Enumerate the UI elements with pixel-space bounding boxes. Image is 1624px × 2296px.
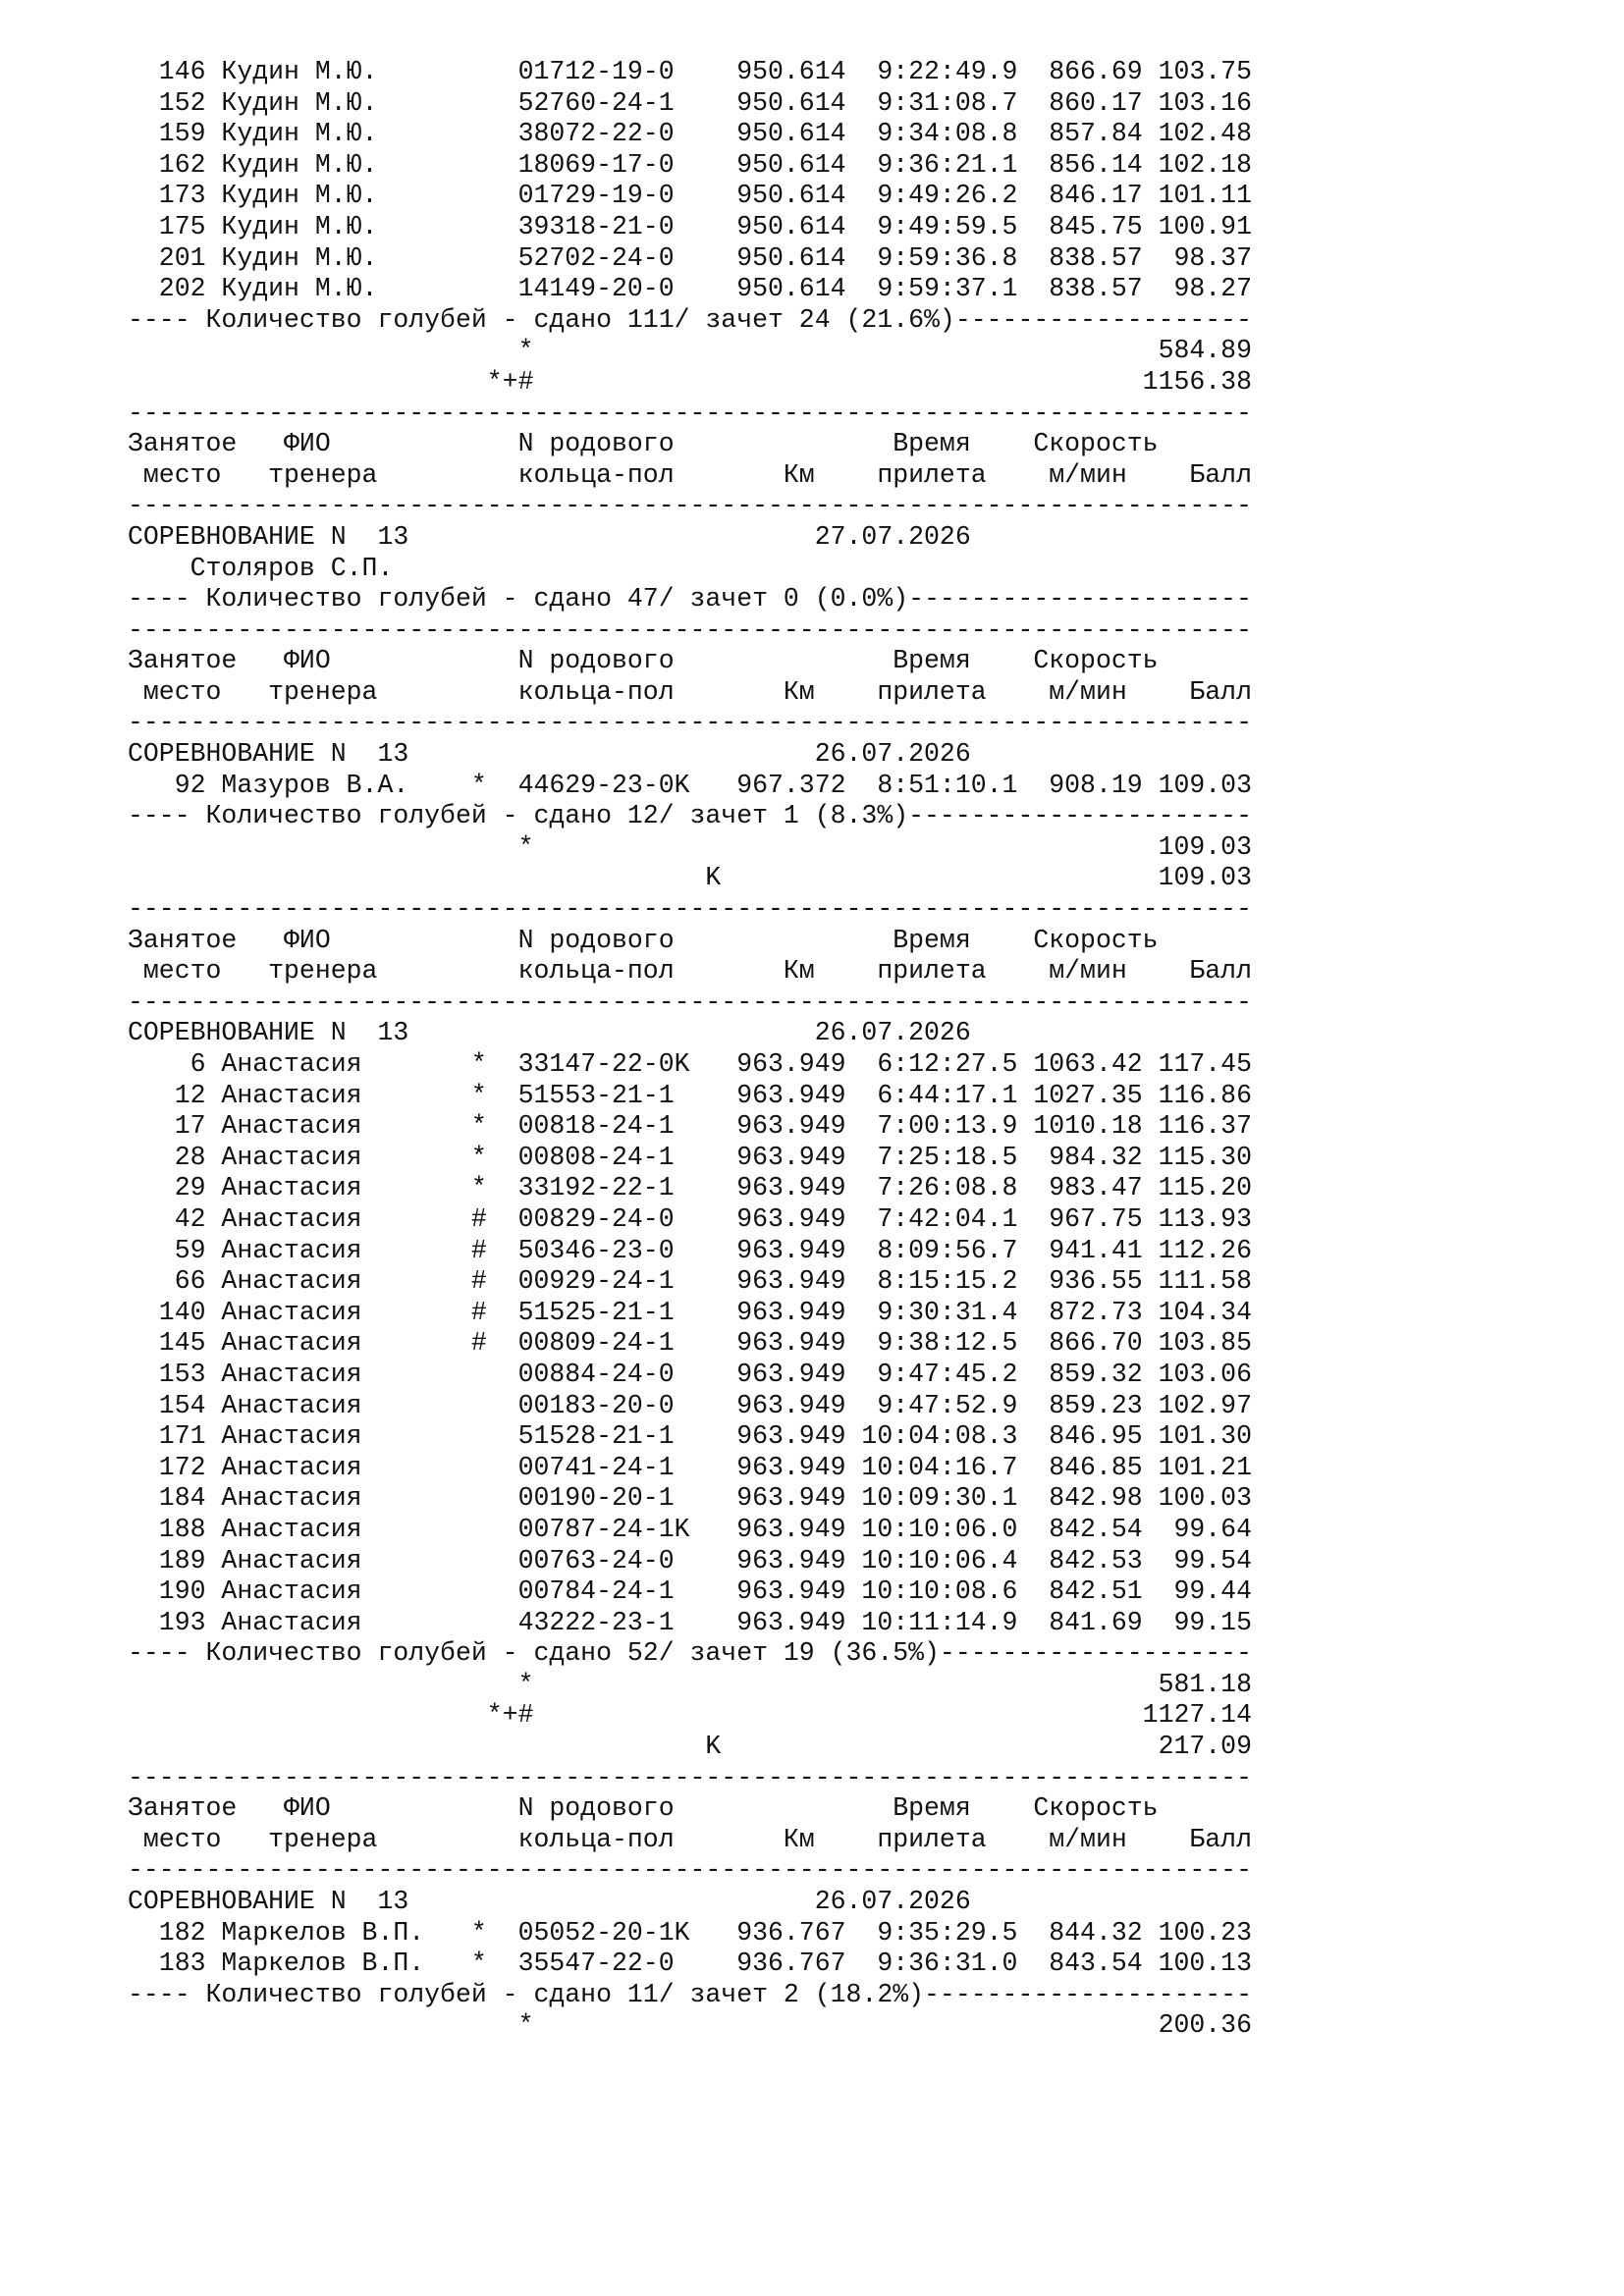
summary-line: ---- Количество голубей - сдано 12/ зачет 1 (8.3%)----------------------: [128, 801, 1252, 831]
competition-header: СОРЕВНОВАНИЕ N 13 26.07.2026: [128, 1887, 971, 1917]
result-row: 12 Анастасия * 51553-21-1 963.949 6:44:17.1 1027.35 116.86: [128, 1080, 1252, 1110]
result-row: 152 Кудин М.Ю. 52760-24-1 950.614 9:31:08.7 860.17 103.16: [128, 87, 1252, 118]
result-row: 6 Анастасия * 33147-22-0K 963.949 6:12:27.5 1063.42 117.45: [128, 1049, 1252, 1079]
column-header: Занятое ФИО N родового Время Скорость: [128, 925, 1159, 955]
separator-line: ------------------------------------------------------------------------: [128, 491, 1252, 521]
result-row: 202 Кудин М.Ю. 14149-20-0 950.614 9:59:37.1 838.57 98.27: [128, 274, 1252, 304]
result-row: 28 Анастасия * 00808-24-1 963.949 7:25:18.5 984.32 115.30: [128, 1142, 1252, 1172]
result-row: 175 Кудин М.Ю. 39318-21-0 950.614 9:49:59.5 845.75 100.91: [128, 211, 1252, 241]
column-header: Занятое ФИО N родового Время Скорость: [128, 429, 1159, 459]
result-row: 182 Маркелов В.П. * 05052-20-1K 936.767 9:35:29.5 844.32 100.23: [128, 1917, 1252, 1948]
summary-line: ---- Количество голубей - сдано 52/ зачет 19 (36.5%)--------------------: [128, 1638, 1252, 1669]
result-row: 173 Кудин М.Ю. 01729-19-0 950.614 9:49:26.2 846.17 101.11: [128, 181, 1252, 211]
result-row: 140 Анастасия # 51525-21-1 963.949 9:30:31.4 872.73 104.34: [128, 1297, 1252, 1327]
separator-line: ------------------------------------------------------------------------: [128, 614, 1252, 645]
competition-header: СОРЕВНОВАНИЕ N 13 26.07.2026: [128, 739, 971, 770]
result-row: 172 Анастасия 00741-24-1 963.949 10:04:16.7 846.85 101.21: [128, 1452, 1252, 1482]
column-header: место тренера кольца-пол Км прилета м/мин Балл: [128, 1824, 1252, 1854]
separator-line: ------------------------------------------------------------------------: [128, 398, 1252, 428]
score-total: * 581.18: [128, 1669, 1252, 1699]
summary-line: ---- Количество голубей - сдано 11/ зачет 2 (18.2%)---------------------: [128, 1979, 1252, 2009]
score-total: K 217.09: [128, 1732, 1252, 1762]
result-row: 153 Анастасия 00884-24-0 963.949 9:47:45.2 859.32 103.06: [128, 1359, 1252, 1389]
result-row: 17 Анастасия * 00818-24-1 963.949 7:00:13.9 1010.18 116.37: [128, 1111, 1252, 1142]
result-row: 193 Анастасия 43222-23-1 963.949 10:11:14.9 841.69 99.15: [128, 1607, 1252, 1637]
result-row: 188 Анастасия 00787-24-1K 963.949 10:10:06.0 842.54 99.64: [128, 1514, 1252, 1544]
separator-line: ------------------------------------------------------------------------: [128, 894, 1252, 925]
score-total: *+# 1127.14: [128, 1700, 1252, 1731]
competition-header: СОРЕВНОВАНИЕ N 13 27.07.2026: [128, 521, 971, 552]
score-total: * 109.03: [128, 831, 1252, 862]
result-row: 184 Анастасия 00190-20-1 963.949 10:09:30.1 842.98 100.03: [128, 1483, 1252, 1514]
results-report: [128, 57, 1252, 2042]
result-row: 145 Анастасия # 00809-24-1 963.949 9:38:12.5 866.70 103.85: [128, 1328, 1252, 1359]
result-row: 190 Анастасия 00784-24-1 963.949 10:10:08.6 842.51 99.44: [128, 1576, 1252, 1607]
result-row: 154 Анастасия 00183-20-0 963.949 9:47:52.9 859.23 102.97: [128, 1390, 1252, 1420]
result-row: 189 Анастасия 00763-24-0 963.949 10:10:06.4 842.53 99.54: [128, 1545, 1252, 1575]
result-row: 162 Кудин М.Ю. 18069-17-0 950.614 9:36:21.1 856.14 102.18: [128, 149, 1252, 180]
result-row: 59 Анастасия # 50346-23-0 963.949 8:09:56.7 941.41 112.26: [128, 1235, 1252, 1265]
result-row: 201 Кудин М.Ю. 52702-24-0 950.614 9:59:36.8 838.57 98.37: [128, 242, 1252, 273]
score-total: * 584.89: [128, 336, 1252, 366]
result-row: 146 Кудин М.Ю. 01712-19-0 950.614 9:22:49.9 866.69 103.75: [128, 57, 1252, 86]
result-row: 66 Анастасия # 00929-24-1 963.949 8:15:15.2 936.55 111.58: [128, 1266, 1252, 1297]
result-row: 183 Маркелов В.П. * 35547-22-0 936.767 9:36:31.0 843.54 100.13: [128, 1949, 1252, 1979]
result-row: 159 Кудин М.Ю. 38072-22-0 950.614 9:34:08.8 857.84 102.48: [128, 119, 1252, 149]
summary-line: ---- Количество голубей - сдано 47/ зачет 0 (0.0%)----------------------: [128, 584, 1252, 614]
column-header: Занятое ФИО N родового Время Скорость: [128, 1793, 1159, 1824]
separator-line: ------------------------------------------------------------------------: [128, 1762, 1252, 1792]
column-header: место тренера кольца-пол Км прилета м/мин Балл: [128, 956, 1252, 987]
result-row: 171 Анастасия 51528-21-1 963.949 10:04:08.3 846.95 101.30: [128, 1421, 1252, 1452]
result-row: 29 Анастасия * 33192-22-1 963.949 7:26:08.8 983.47 115.20: [128, 1173, 1252, 1203]
column-header: место тренера кольца-пол Км прилета м/мин Балл: [128, 459, 1252, 490]
separator-line: ------------------------------------------------------------------------: [128, 708, 1252, 738]
score-total: K 109.03: [128, 863, 1252, 893]
separator-line: ------------------------------------------------------------------------: [128, 1855, 1252, 1886]
score-total: * 200.36: [128, 2010, 1252, 2041]
fancier-name: Столяров С.П.: [128, 553, 394, 583]
column-header: место тренера кольца-пол Км прилета м/мин Балл: [128, 676, 1252, 707]
result-row: 42 Анастасия # 00829-24-0 963.949 7:42:04.1 967.75 113.93: [128, 1203, 1252, 1234]
summary-line: ---- Количество голубей - сдано 111/ зачет 24 (21.6%)-------------------: [128, 304, 1252, 335]
score-total: *+# 1156.38: [128, 366, 1252, 397]
result-row: 92 Мазуров В.А. * 44629-23-0K 967.372 8:51:10.1 908.19 109.03: [128, 770, 1252, 800]
competition-header: СОРЕВНОВАНИЕ N 13 26.07.2026: [128, 1018, 971, 1048]
column-header: Занятое ФИО N родового Время Скорость: [128, 646, 1159, 676]
separator-line: ------------------------------------------------------------------------: [128, 987, 1252, 1017]
